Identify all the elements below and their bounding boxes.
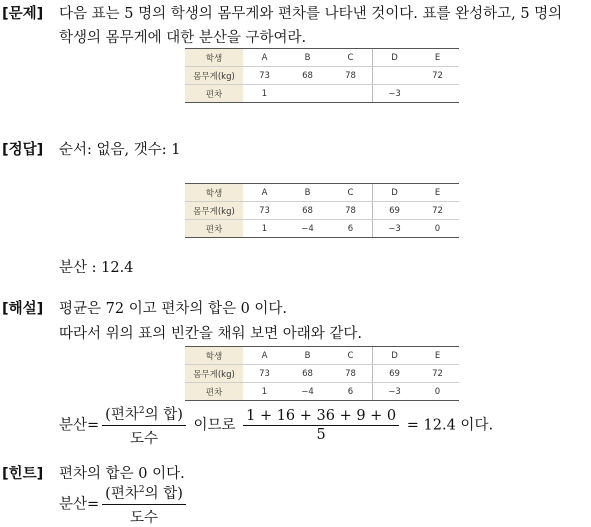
table-cell: 73	[243, 202, 286, 220]
table-cell: B	[286, 49, 329, 67]
explanation-tag: [해설]	[2, 301, 44, 317]
hint-formula	[59, 482, 189, 527]
table-cell: 1	[243, 85, 286, 103]
table-cell: 72	[416, 365, 459, 383]
table-cell: −4	[286, 220, 329, 238]
explanation-line-1: 평균은 72 이고 편차의 합은 0 이다.	[59, 301, 288, 317]
table-row	[185, 220, 459, 238]
problem-tag: [문제]	[2, 6, 44, 22]
problem-line-2: 학생의 몸무게에 대한 분산을 구하여라.	[59, 30, 307, 46]
table-cell	[286, 85, 329, 103]
frac1-num-b: 의 합)	[144, 407, 183, 423]
table-cell: −4	[286, 383, 329, 401]
table-cell: 68	[286, 67, 329, 85]
table-cell: D	[373, 49, 417, 67]
table-row	[185, 184, 459, 202]
frac2-num: 1 + 16 + 36 + 9 + 0	[243, 408, 399, 426]
table-row	[185, 347, 459, 365]
table-cell: A	[243, 184, 286, 202]
table-row	[185, 49, 459, 67]
table-row	[185, 85, 459, 103]
table-row	[185, 383, 459, 401]
table-cell: −3	[373, 85, 417, 103]
table-cell: 78	[329, 365, 373, 383]
frac1-num-a: (편차	[105, 407, 139, 423]
table-cell: 68	[286, 365, 329, 383]
frac1-sup: 2	[138, 406, 145, 417]
table-cell: 0	[416, 383, 459, 401]
row-label: 몸무게(kg)	[185, 202, 243, 220]
formula-fraction-2	[243, 408, 399, 443]
table-cell	[373, 67, 417, 85]
table-cell	[329, 85, 373, 103]
hint-formula-lhs: 분산=	[59, 496, 100, 513]
table-cell: D	[373, 184, 417, 202]
table-cell: C	[329, 347, 373, 365]
answer-variance: 분산 : 12.4	[59, 260, 134, 276]
hint-tag: [힌트]	[2, 466, 44, 482]
table-cell: 6	[329, 383, 373, 401]
table-cell: −3	[373, 220, 417, 238]
table-cell: B	[286, 347, 329, 365]
table-cell: 73	[243, 365, 286, 383]
frac2-den: 5	[316, 427, 326, 443]
table-cell: 6	[329, 220, 373, 238]
table-cell: 0	[416, 220, 459, 238]
table-cell	[416, 85, 459, 103]
table-cell: E	[416, 49, 459, 67]
formula-mid: 이므로	[193, 417, 236, 434]
table-cell: 73	[243, 67, 286, 85]
table-cell: A	[243, 347, 286, 365]
table-cell: C	[329, 49, 373, 67]
explanation-line-2: 따라서 위의 표의 빈칸을 채워 보면 아래와 같다.	[59, 326, 363, 342]
answer-line: 순서: 없음, 갯수: 1	[59, 142, 181, 158]
hint-line-1: 편차의 합은 0 이다.	[59, 466, 185, 482]
row-label: 학생	[185, 184, 243, 202]
table-cell: 69	[373, 365, 417, 383]
hint-formula-fraction	[102, 482, 186, 527]
row-label: 몸무게(kg)	[185, 67, 243, 85]
answer-table	[185, 183, 459, 238]
table-cell: A	[243, 49, 286, 67]
table-cell: 1	[243, 383, 286, 401]
problem-table	[185, 48, 459, 103]
row-label: 편차	[185, 85, 243, 103]
table-row	[185, 365, 459, 383]
table-row	[185, 67, 459, 85]
table-cell: E	[416, 184, 459, 202]
formula-fraction-1	[102, 403, 186, 448]
hint-num-a: (편차	[105, 486, 139, 502]
table-cell: 72	[416, 67, 459, 85]
formula-lhs: 분산=	[59, 417, 100, 434]
row-label: 몸무게(kg)	[185, 365, 243, 383]
row-label: 편차	[185, 220, 243, 238]
row-label: 학생	[185, 49, 243, 67]
table-cell: 68	[286, 202, 329, 220]
explanation-table	[185, 346, 459, 401]
formula-rhs: = 12.4 이다.	[406, 417, 494, 434]
table-cell: E	[416, 347, 459, 365]
problem-line-1: 다음 표는 5 명의 학생의 몸무게와 편차를 나타낸 것이다. 표를 완성하고, 5 명의	[59, 6, 563, 22]
table-cell: 72	[416, 202, 459, 220]
table-cell: 78	[329, 67, 373, 85]
table-cell: 1	[243, 220, 286, 238]
table-row	[185, 202, 459, 220]
row-label: 학생	[185, 347, 243, 365]
table-cell: −3	[373, 383, 417, 401]
table-cell: C	[329, 184, 373, 202]
table-cell: 78	[329, 202, 373, 220]
answer-tag: [정답]	[2, 142, 44, 158]
table-cell: 69	[373, 202, 417, 220]
hint-num-b: 의 합)	[144, 486, 183, 502]
table-cell: B	[286, 184, 329, 202]
explanation-formula	[59, 403, 493, 448]
row-label: 편차	[185, 383, 243, 401]
hint-sup: 2	[138, 485, 145, 496]
hint-den: 도수	[130, 510, 159, 526]
frac1-den: 도수	[130, 431, 159, 447]
table-cell: D	[373, 347, 417, 365]
